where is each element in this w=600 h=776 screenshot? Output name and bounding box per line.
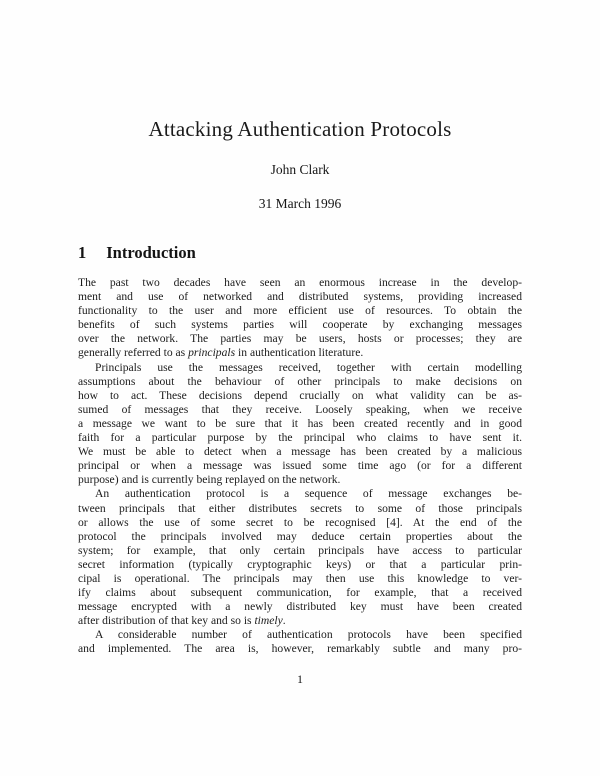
body-line: assumptions about the behaviour of other principals to make decisions on (78, 374, 522, 388)
body-line: We must be able to detect when a message has been created by a malicious (78, 445, 522, 459)
body-line: ify claims about subsequent communication, for example, that a received (78, 586, 522, 600)
body-line: generally referred to as principals in authentication literature. (78, 346, 364, 360)
page-number: 1 (297, 672, 303, 686)
paper-body (78, 276, 522, 657)
body-line: functionality to the user and more efficient use of resources. To obtain the (78, 304, 522, 318)
body-line: cipal is operational. The principals may then use this knowledge to ver- (78, 571, 522, 585)
body-line: tween principals that either distributes secrets to some of those principals (78, 501, 522, 515)
body-line: ment and use of networked and distributed systems, providing increased (78, 290, 522, 304)
body-line: purpose) and is currently being replayed on the network. (78, 473, 341, 487)
paper-author: John Clark (270, 162, 330, 177)
body-line: sumed of messages that they receive. Loosely speaking, when we receive (78, 402, 522, 416)
section-number: 1 (78, 243, 87, 262)
paper-date: 31 March 1996 (258, 196, 342, 211)
text-column (78, 0, 522, 686)
body-line: An authentication protocol is a sequence of message exchanges be- (95, 487, 522, 501)
body-line: system; for example, that only certain principals have access to particular (78, 543, 522, 557)
body-line: and implemented. The area is, however, remarkably subtle and many pro- (78, 642, 522, 656)
body-line: how to act. These decisions depend crucially on what validity can be as- (78, 388, 522, 402)
body-line: after distribution of that key and so is timely. (78, 614, 286, 628)
body-line: benefits of such systems parties will cooperate by exchanging messages (78, 318, 522, 332)
body-line: principal or when a message was issued some time ago (or for a different (78, 459, 522, 473)
body-line: over the network. The parties may be users, hosts or processes; they are (78, 332, 522, 346)
body-line: secret information (typically cryptographic keys) or that a particular prin- (78, 557, 522, 571)
body-line: A considerable number of authentication protocols have been specified (95, 628, 522, 642)
italic-term: timely (254, 614, 283, 628)
body-line: Principals use the messages received, together with certain modelling (95, 360, 522, 374)
italic-term: principals (188, 346, 236, 360)
section-title: Introduction (106, 243, 196, 262)
body-line: faith for a particular purpose by the principal who claims to have sent it. (78, 431, 522, 445)
body-line: protocol the principals involved may deduce certain properties about the (78, 529, 522, 543)
section-heading (78, 243, 522, 262)
paper-title: Attacking Authentication Protocols (148, 117, 452, 141)
body-line: The past two decades have seen an enormous increase in the develop- (78, 276, 522, 289)
body-line: a message we want to be sure that it has been created recently and in good (78, 416, 522, 430)
body-line: or allows the use of some secret to be recognised [4]. At the end of the (78, 515, 522, 529)
body-line: message encrypted with a newly distributed key must have been created (78, 600, 522, 614)
